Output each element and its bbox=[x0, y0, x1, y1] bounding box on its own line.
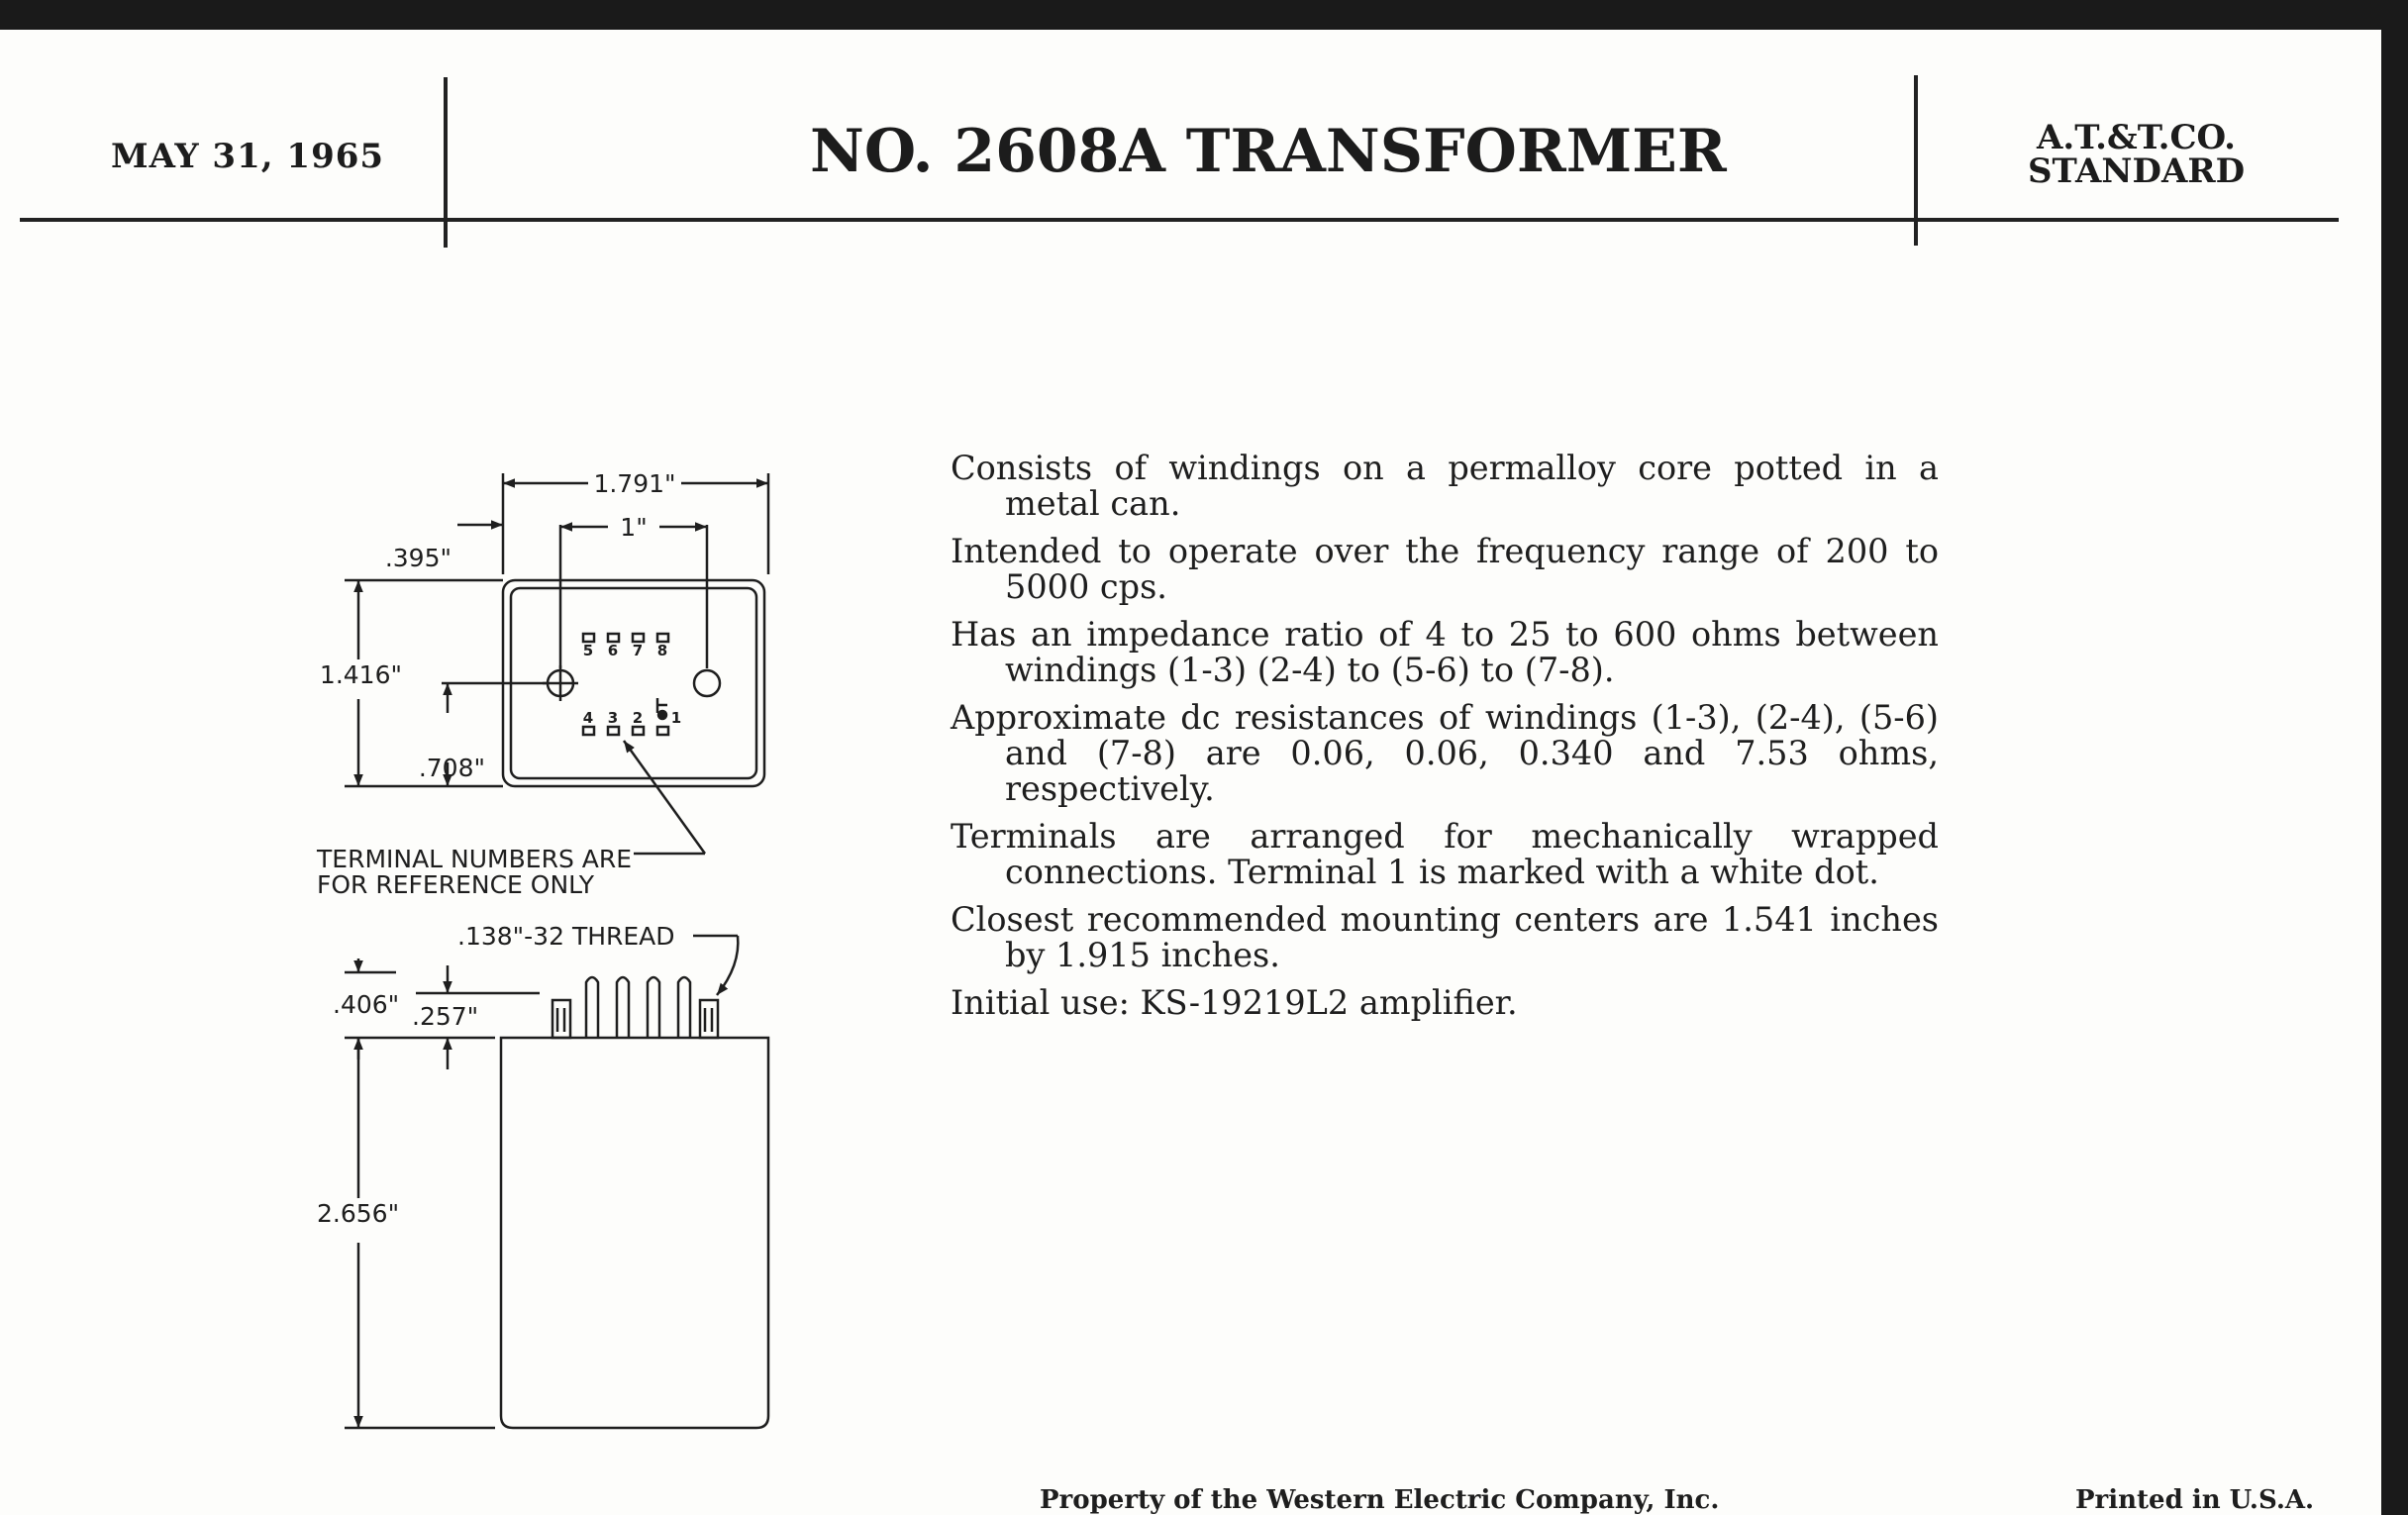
description-paragraph: Has an impedance ratio of 4 to 25 to 600 ohms between windings (1-3) (2-4) to (5-6) to (7-8). bbox=[951, 615, 1939, 689]
side-view-labels bbox=[317, 922, 675, 1228]
pin-label: 3 bbox=[607, 709, 619, 727]
header-date: MAY 31, 1965 bbox=[111, 137, 385, 176]
note-line-2: FOR REFERENCE ONLY bbox=[317, 870, 595, 899]
can-body bbox=[501, 1038, 768, 1428]
dim-height: 1.416" bbox=[319, 660, 402, 689]
threaded-stud-left bbox=[552, 1000, 570, 1038]
dim-thread: .138"-32 THREAD bbox=[457, 922, 675, 951]
top-view bbox=[345, 473, 768, 854]
document-page bbox=[0, 30, 2381, 1515]
pin-label: 2 bbox=[632, 709, 644, 727]
dim-body-height: 2.656" bbox=[317, 1199, 400, 1228]
dim-center-height: .708" bbox=[418, 754, 485, 782]
pin-label: 1 bbox=[670, 709, 682, 727]
description-paragraph: Terminals are arranged for mechanically wrapped connections. Terminal 1 is marked with a white dot. bbox=[951, 817, 1939, 891]
dim-stud-length: .406" bbox=[333, 990, 400, 1019]
footer-property: Property of the Western Electric Company, Inc. bbox=[1040, 1485, 1720, 1515]
mounting-hole-right bbox=[694, 670, 720, 696]
description-paragraph: Intended to operate over the frequency range of 200 to 5000 cps. bbox=[951, 532, 1939, 606]
pin-label: 4 bbox=[582, 709, 594, 727]
dim-overall-width: 1.791" bbox=[593, 469, 676, 498]
description-paragraph: Initial use: KS-19219L2 amplifier. bbox=[951, 983, 1518, 1022]
pin-label: 6 bbox=[607, 642, 619, 659]
pin-label: 5 bbox=[582, 642, 594, 659]
side-view bbox=[345, 936, 768, 1428]
footer-printed: Printed in U.S.A. bbox=[2075, 1485, 2315, 1515]
description-paragraph: Approximate dc resistances of windings (1-3), (2-4), (5-6) and (7-8) are 0.06, 0.06, 0.340 and 7.53 ohms, respectively. bbox=[951, 698, 1939, 808]
description-text bbox=[951, 451, 1939, 1033]
pin-label: 8 bbox=[656, 642, 668, 659]
note-line-1: TERMINAL NUMBERS ARE bbox=[317, 845, 633, 873]
standard-line-1: A.T.&T.CO. bbox=[2037, 118, 2236, 157]
dim-edge-offset: .395" bbox=[384, 544, 452, 572]
standard-line-2: STANDARD bbox=[2028, 152, 2246, 191]
dim-terminal-length: .257" bbox=[412, 1002, 479, 1031]
dim-pin-spacing: 1" bbox=[620, 513, 648, 542]
pin-label: 7 bbox=[632, 642, 644, 659]
threaded-stud-right bbox=[700, 1000, 718, 1038]
page-title: NO. 2608A TRANSFORMER bbox=[810, 117, 1727, 186]
description-paragraph: Consists of windings on a permalloy core potted in a metal can. bbox=[951, 449, 1939, 523]
description-paragraph: Closest recommended mounting centers are 1.541 inches by 1.915 inches. bbox=[951, 900, 1939, 974]
